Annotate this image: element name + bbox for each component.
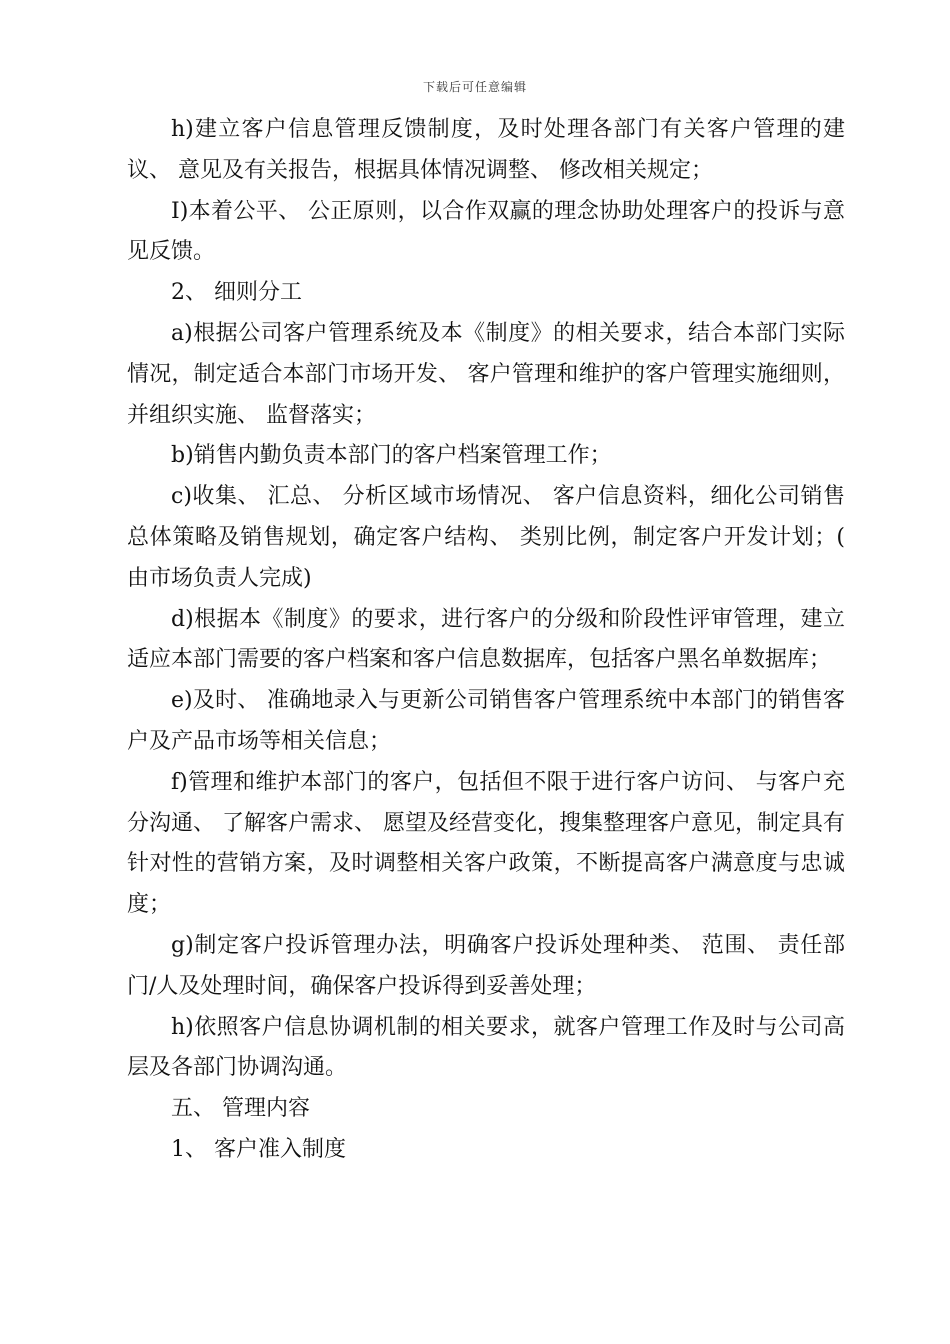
section-heading-management-content: 五、 管理内容	[171, 1096, 310, 1122]
page-header-note: 下载后可任意编辑	[422, 80, 527, 94]
document-body	[127, 110, 845, 1171]
paragraph-a-rules: a)根据公司客户管理系统及本《制度》的相关要求，结合本部门实际情况，制定适合本部门市场开发、 客户管理和维护的客户管理实施细则，并组织实施、 监督落实；	[127, 320, 845, 428]
paragraph-h-coordination: h)依照客户信息协调机制的相关要求，就客户管理工作及时与公司高层及各部门协调沟通。	[127, 1014, 845, 1081]
section-heading-access-system: 1、 客户准入制度	[171, 1136, 346, 1162]
paragraph-b-archive: b)销售内勤负责本部门的客户档案管理工作；	[171, 443, 612, 469]
paragraph-h-feedback: h)建立客户信息管理反馈制度，及时处理各部门有关客户管理的建议、 意见及有关报告，根据具体情况调整、 修改相关规定；	[127, 117, 845, 183]
paragraph-e-entry: e)及时、 准确地录入与更新公司销售客户管理系统中本部门的销售客户及产品市场等相关信息；	[127, 688, 845, 754]
paragraph-g-complaints: g)制定客户投诉管理办法，明确客户投诉处理种类、 范围、 责任部门/人及处理时间，确保客户投诉得到妥善处理；	[127, 932, 845, 999]
paragraph-i-fairness: I)本着公平、 公正原则，以合作双赢的理念协助处理客户的投诉与意见反馈。	[127, 198, 845, 265]
paragraph-c-collect: c)收集、 汇总、 分析区域市场情况、 客户信息资料，细化公司销售总体策略及销售规划，确定客户结构、 类别比例，制定客户开发计划；( 由市场负责人完成)	[127, 484, 845, 591]
paragraph-d-grading: d)根据本《制度》的要求，进行客户的分级和阶段性评审管理，建立适应本部门需要的客户档案和客户信息数据库，包括客户黑名单数据库；	[127, 606, 845, 673]
section-heading-division: 2、 细则分工	[171, 280, 302, 306]
paragraph-f-maintain: f)管理和维护本部门的客户，包括但不限于进行客户访问、 与客户充分沟通、 了解客户需求、 愿望及经营变化，搜集整理客户意见，制定具有针对性的营销方案，及时调整相关客户政策，不断提高客户满意度与忠诚度；	[127, 769, 845, 918]
